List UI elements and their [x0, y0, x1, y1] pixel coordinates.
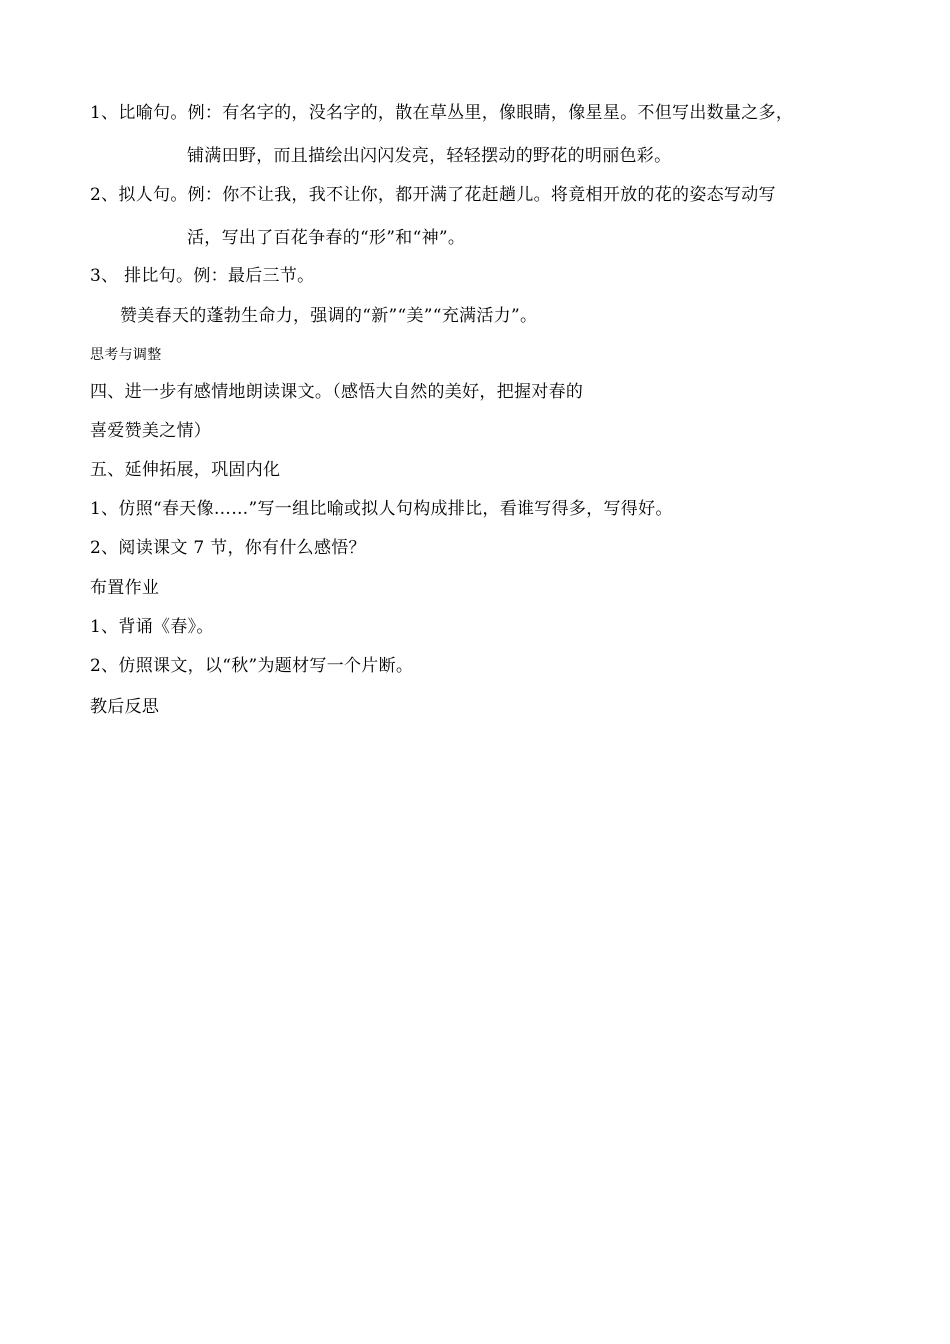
section-heading-reflection: 思考与调整 — [90, 347, 162, 363]
section-heading-post-teaching: 教后反思 — [90, 697, 160, 717]
text-line-simile: 1、比喻句。例：有名字的，没名字的，散在草丛里，像眼睛，像星星。不但写出数量之多， — [90, 103, 794, 123]
text-line-exercise-two: 2、阅读课文 7 节，你有什么感悟？ — [90, 538, 366, 558]
text-line-praise: 赞美春天的蓬勃生命力，强调的“新”“美”“充满活力”。 — [120, 306, 538, 326]
text-line-parallelism: 3、 排比句。例：最后三节。 — [90, 266, 315, 286]
text-line-simile-cont: 铺满田野，而且描绘出闪闪发亮，轻轻摆动的野花的明丽色彩。 — [187, 146, 672, 166]
text-line-section-four-cont: 喜爱赞美之情） — [90, 421, 212, 441]
section-heading-five: 五、延伸拓展，巩固内化 — [90, 460, 281, 480]
text-line-homework-two: 2、仿照课文，以“秋”为题材写一个片断。 — [90, 656, 414, 676]
text-line-section-four: 四、进一步有感情地朗读课文。（感悟大自然的美好，把握对春的 — [90, 382, 584, 402]
text-line-homework-one: 1、背诵《春》。 — [90, 617, 214, 637]
section-heading-homework: 布置作业 — [90, 578, 160, 598]
text-line-personification: 2、拟人句。例：你不让我，我不让你，都开满了花赶趟儿。将竟相开放的花的姿态写动写 — [90, 185, 776, 205]
text-line-personification-cont: 活，写出了百花争春的“形”和“神”。 — [187, 228, 466, 248]
text-line-exercise-one: 1、仿照“春天像……”写一组比喻或拟人句构成排比，看谁写得多，写得好。 — [90, 499, 673, 519]
